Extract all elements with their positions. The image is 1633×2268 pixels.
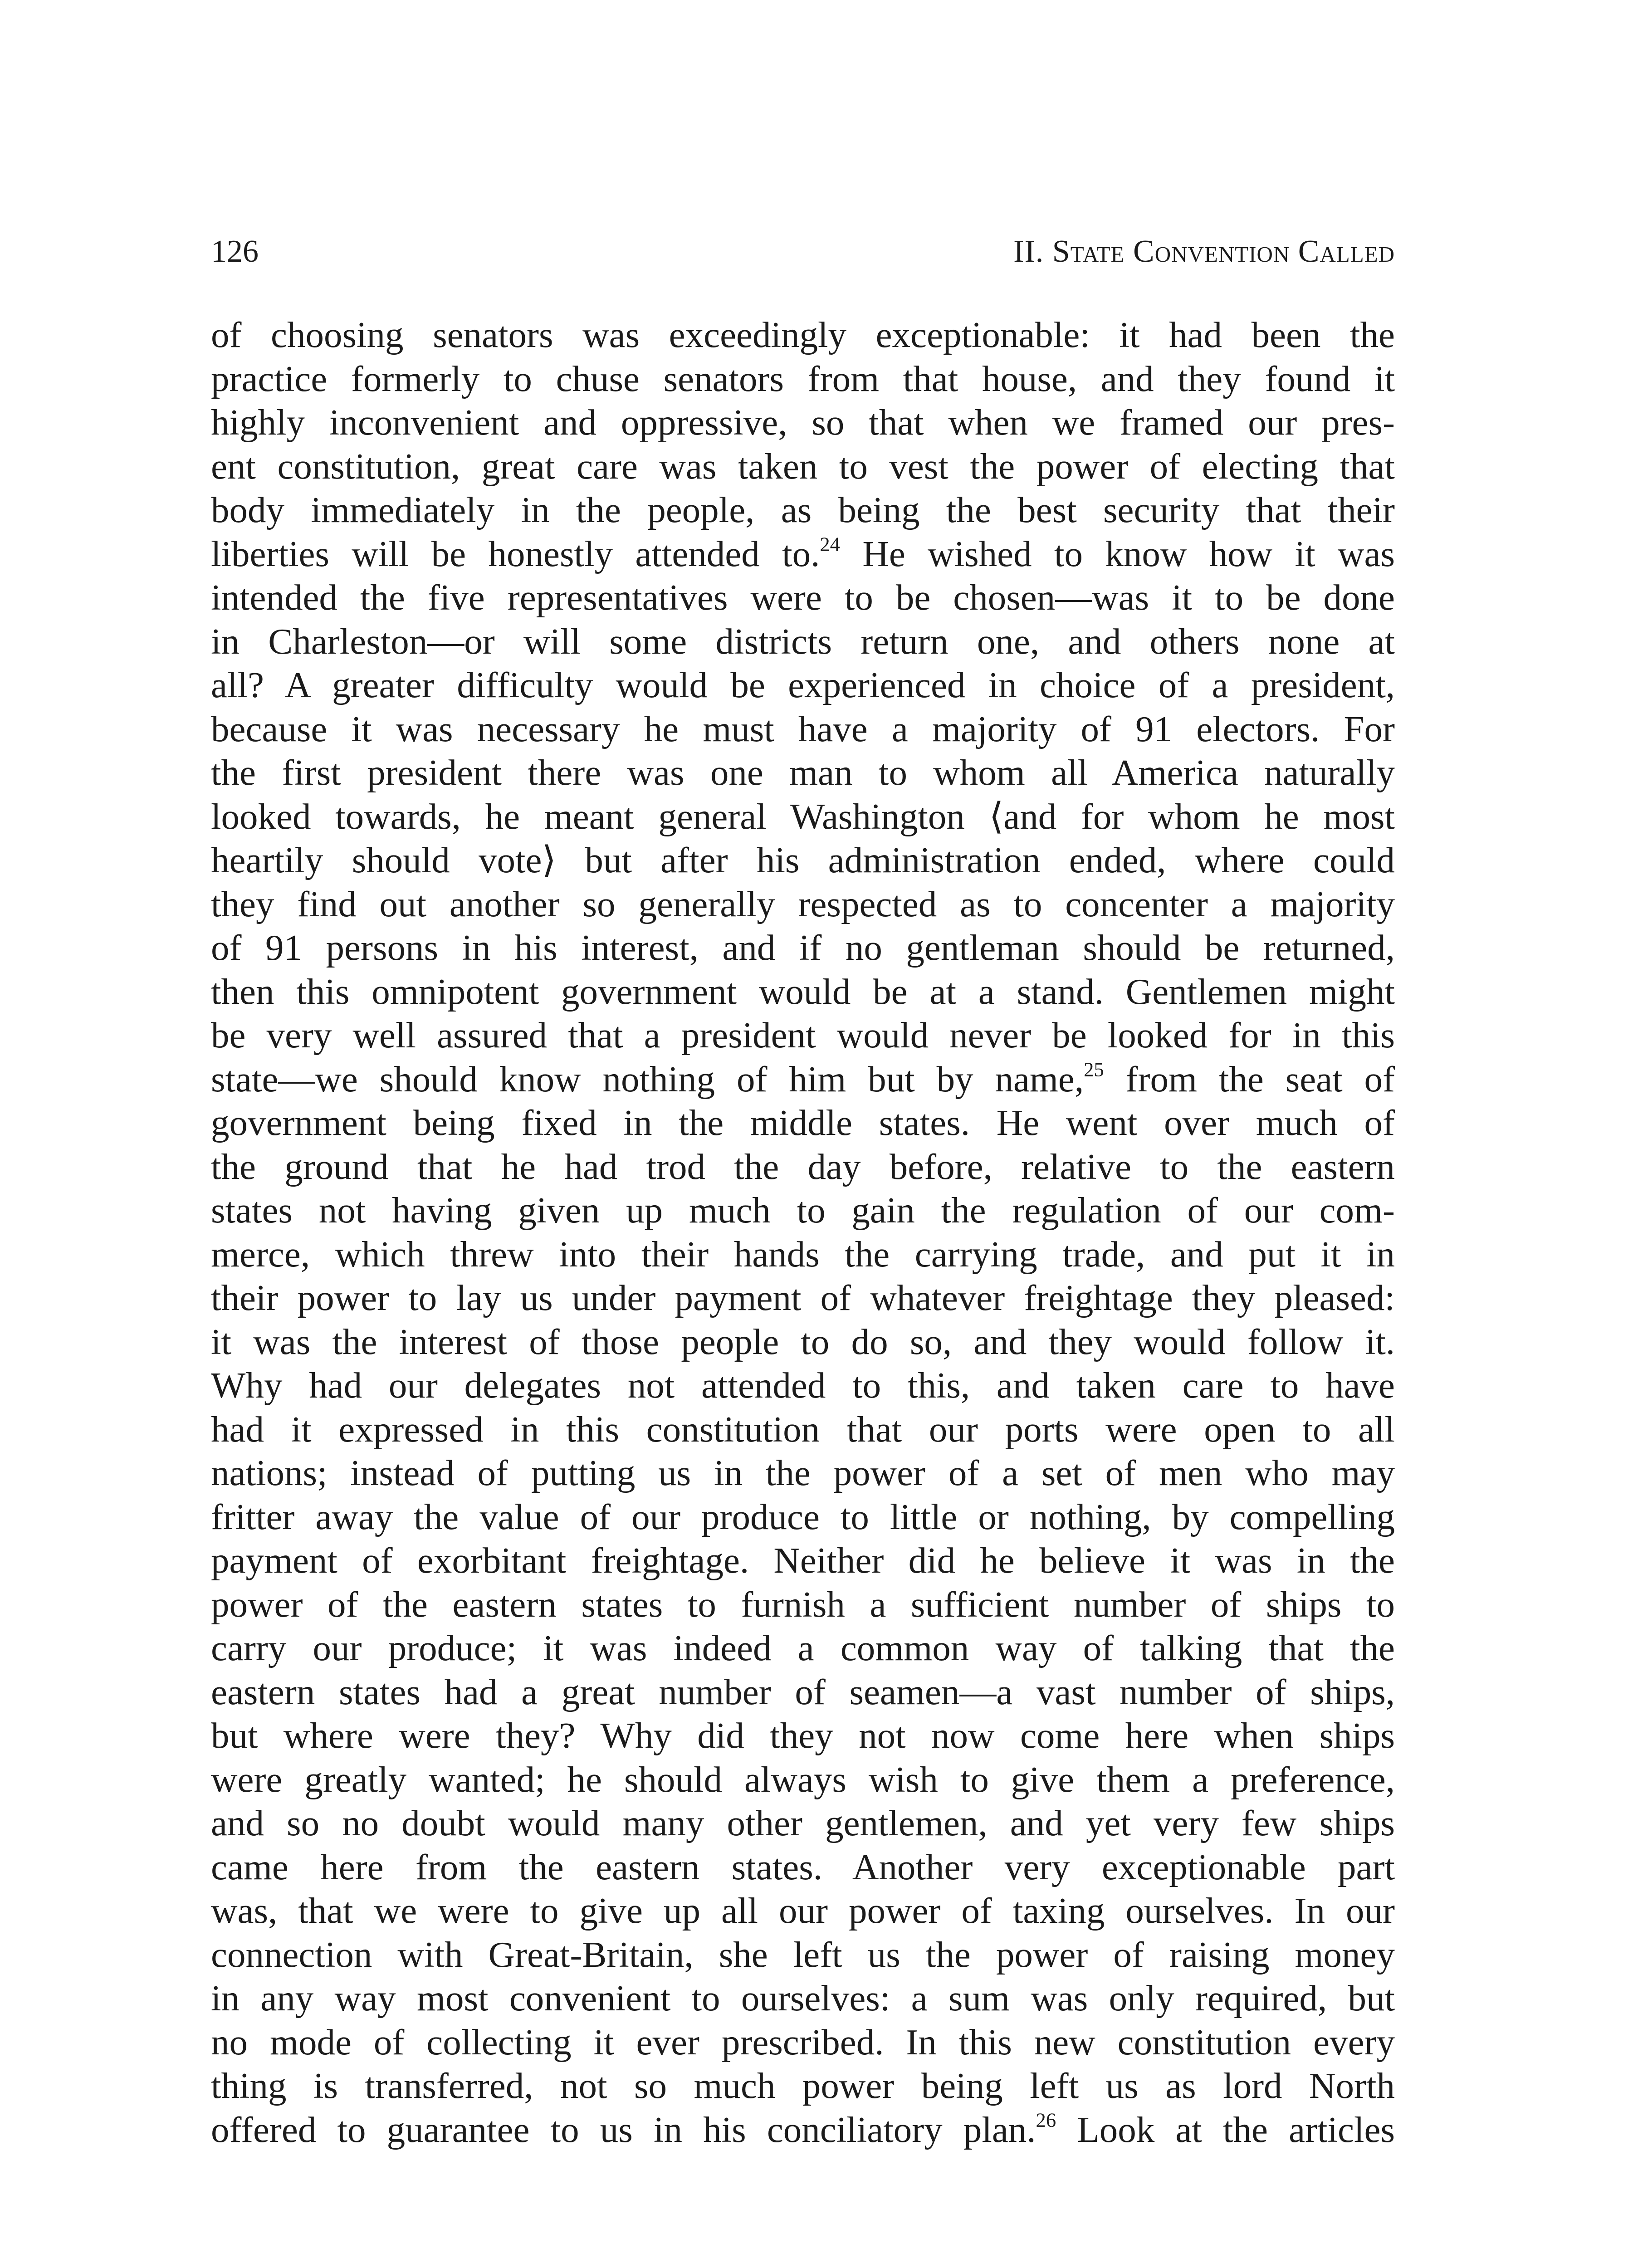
text-line (211, 1583, 1395, 1627)
line-text: state—we should know nothing of him but by name, (211, 1058, 1084, 1100)
line-text: payment of exorbitant freightage. Neither did he believe it was in the (211, 1540, 1395, 1581)
text-line (211, 1013, 1395, 1057)
line-text: states not having given up much to gain the regulation of our com- (211, 1190, 1395, 1231)
line-text: nations; instead of putting us in the power of a set of men who may (211, 1452, 1395, 1493)
line-text: carry our produce; it was indeed a common way of talking that the (211, 1628, 1395, 1668)
text-line (211, 1276, 1395, 1320)
text-line (211, 1232, 1395, 1276)
chapter-title: II. State Convention Called (1013, 234, 1395, 269)
text-line (211, 620, 1395, 664)
line-text: eastern states had a great number of seamen—a vast number of ships, (211, 1671, 1395, 1712)
line-text: in Charleston—or will some districts return one, and others none at (211, 621, 1395, 662)
text-line (211, 663, 1395, 707)
line-text: because it was necessary he must have a majority of 91 electors. For (211, 708, 1395, 749)
line-text: they find out another so generally respected as to concenter a majority (211, 883, 1395, 924)
text-line (211, 1320, 1395, 1364)
text-line (211, 926, 1395, 970)
line-text: ent constitution, great care was taken to vest the power of electing that (211, 445, 1395, 487)
text-line (211, 401, 1395, 445)
line-text: power of the eastern states to furnish a sufficient number of ships to (211, 1584, 1395, 1625)
text-line (211, 2108, 1395, 2152)
text-line (211, 1057, 1395, 1101)
text-line (211, 1758, 1395, 1802)
line-text: of choosing senators was exceedingly exceptionable: it had been the (211, 314, 1395, 355)
text-line (211, 1845, 1395, 1889)
line-text: connection with Great-Britain, she left us the power of raising money (211, 1934, 1395, 1975)
body-text (211, 313, 1395, 2151)
line-text: Why had our delegates not attended to this, and taken care to have (211, 1365, 1395, 1406)
text-line (211, 532, 1395, 576)
line-text: came here from the eastern states. Another very exceptionable part (211, 1846, 1395, 1887)
text-line (211, 1889, 1395, 1933)
line-text: intended the five representatives were to be chosen—was it to be done (211, 577, 1395, 618)
line-text: and so no doubt would many other gentlemen, and yet very few ships (211, 1803, 1395, 1843)
line-text: all? A greater difficulty would be experienced in choice of a president, (211, 665, 1395, 705)
text-line (211, 751, 1395, 795)
text-line (211, 795, 1395, 839)
line-text: was, that we were to give up all our power of taxing ourselves. In our (211, 1890, 1395, 1931)
footnote-ref[interactable]: 25 (1084, 1058, 1104, 1081)
line-text: be very well assured that a president would never be looked for in this (211, 1015, 1395, 1056)
line-text: liberties will be honestly attended to. (211, 533, 820, 574)
text-line (211, 357, 1395, 401)
line-text: merce, which threw into their hands the carrying trade, and put it in (211, 1233, 1395, 1275)
footnote-ref[interactable]: 26 (1036, 2108, 1056, 2131)
line-text: in any way most convenient to ourselves: a sum was only required, but (211, 1978, 1395, 2019)
line-text: the first president there was one man to whom all America naturally (211, 752, 1395, 793)
line-text: fritter away the value of our produce to little or nothing, by compelling (211, 1496, 1395, 1537)
text-line (211, 882, 1395, 926)
line-text: then this omnipotent government would be at a stand. Gentlemen might (211, 971, 1395, 1012)
text-line (211, 313, 1395, 357)
text-line (211, 1976, 1395, 2020)
line-text: government being fixed in the middle states. He went over much of (211, 1102, 1395, 1143)
text-line (211, 1626, 1395, 1670)
text-line (211, 1801, 1395, 1845)
line-text: body immediately in the people, as being the best security that their (211, 489, 1395, 530)
line-text: thing is transferred, not so much power being left us as lord North (211, 2065, 1395, 2106)
footnote-ref[interactable]: 24 (820, 533, 840, 556)
line-text: but where were they? Why did they not now come here when ships (211, 1715, 1395, 1756)
line-text: had it expressed in this constitution that our ports were open to all (211, 1408, 1395, 1450)
text-line (211, 1451, 1395, 1495)
text-line (211, 2064, 1395, 2108)
line-text-continued: Look at the articles (1056, 2109, 1395, 2150)
text-line (211, 707, 1395, 751)
line-text: practice formerly to chuse senators from that house, and they found it (211, 358, 1395, 399)
line-text-continued: He wished to know how it was (840, 533, 1395, 574)
line-text: their power to lay us under payment of whatever freightage they pleased: (211, 1277, 1395, 1318)
text-line (211, 2020, 1395, 2064)
text-line (211, 576, 1395, 620)
text-line (211, 1188, 1395, 1232)
line-text: highly inconvenient and oppressive, so that when we framed our pres- (211, 402, 1395, 443)
text-line (211, 445, 1395, 489)
text-line (211, 1145, 1395, 1189)
line-text: were greatly wanted; he should always wish to give them a preference, (211, 1759, 1395, 1800)
text-line (211, 1714, 1395, 1758)
line-text: the ground that he had trod the day before, relative to the eastern (211, 1146, 1395, 1187)
text-line (211, 838, 1395, 882)
text-line (211, 970, 1395, 1014)
line-text: looked towards, he meant general Washington ⟨and for whom he most (211, 796, 1395, 837)
text-line (211, 1408, 1395, 1452)
line-text-continued: from the seat of (1104, 1058, 1395, 1100)
text-line (211, 1101, 1395, 1145)
line-text: of 91 persons in his interest, and if no gentleman should be returned, (211, 927, 1395, 968)
line-text: heartily should vote⟩ but after his administration ended, where could (211, 840, 1395, 880)
text-line (211, 1495, 1395, 1539)
line-text: it was the interest of those people to do so, and they would follow it. (211, 1321, 1395, 1362)
running-head (211, 227, 1395, 277)
text-line (211, 1539, 1395, 1583)
line-text: no mode of collecting it ever prescribed. In this new constitution every (211, 2021, 1395, 2063)
text-line (211, 1670, 1395, 1714)
page-number: 126 (211, 234, 259, 269)
text-line (211, 1364, 1395, 1408)
line-text: offered to guarantee to us in his conciliatory plan. (211, 2109, 1036, 2150)
text-line (211, 1933, 1395, 1977)
text-line (211, 488, 1395, 532)
